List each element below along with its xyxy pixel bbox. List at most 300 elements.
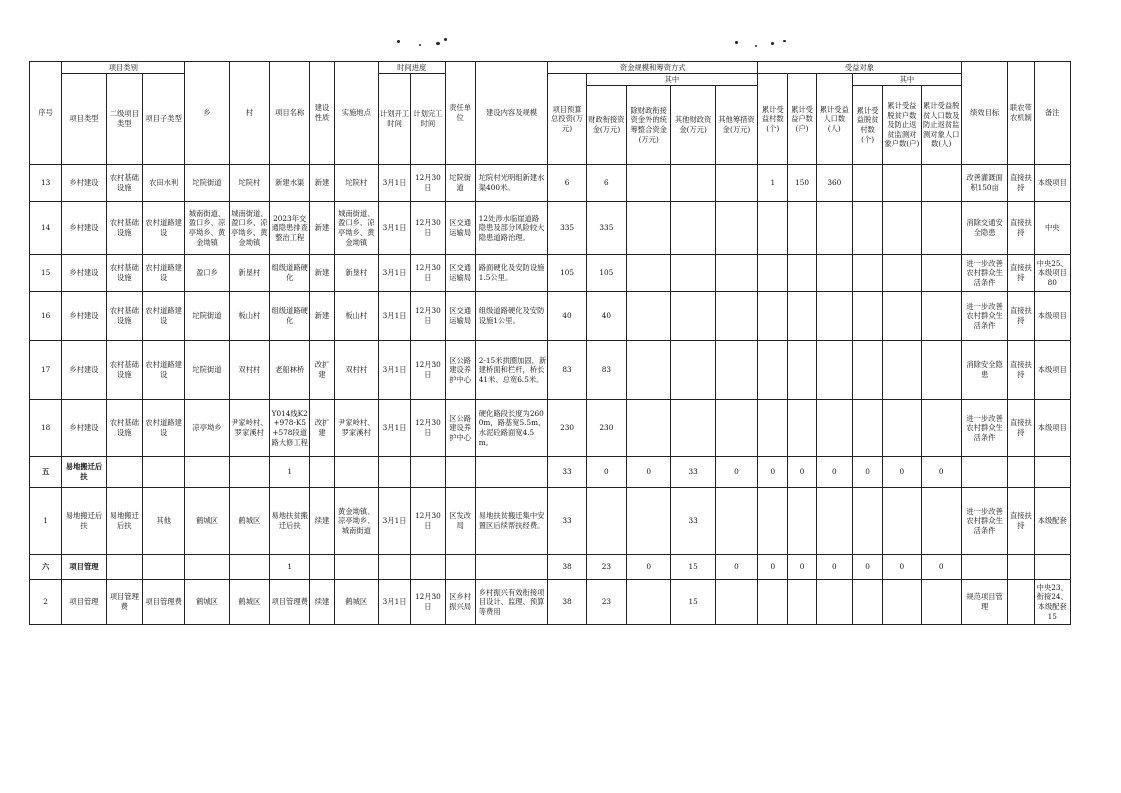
table-cell: 335 <box>548 202 586 255</box>
table-cell: 40 <box>586 292 626 341</box>
table-cell: 新建 <box>310 165 334 202</box>
table-cell: 16 <box>30 292 62 341</box>
table-row <box>30 400 1071 457</box>
table-cell <box>715 255 757 292</box>
table-cell <box>715 165 757 202</box>
table-cell: 续建 <box>310 488 334 555</box>
table-cell: 33 <box>671 488 715 555</box>
table-cell: 农村基础设施 <box>106 202 142 255</box>
table-cell <box>715 202 757 255</box>
table-cell: 乡村建设 <box>62 341 106 400</box>
table-cell: 续建 <box>310 580 334 625</box>
table-row <box>30 202 1071 255</box>
table-cell: 农村基础设施 <box>106 341 142 400</box>
header-cell: 受益对象 <box>758 62 962 74</box>
table-cell: 3月1日 <box>378 488 410 555</box>
table-cell: 0 <box>921 555 961 580</box>
table-cell: 33 <box>671 457 715 488</box>
table-cell: 3月1日 <box>378 400 410 457</box>
table-cell: 组级道路硬化 <box>270 255 310 292</box>
table-cell: 直接扶持 <box>1008 488 1034 555</box>
table-cell <box>715 341 757 400</box>
table-cell <box>788 202 816 255</box>
scan-speck <box>436 42 440 45</box>
table-cell <box>627 400 671 457</box>
table-cell <box>816 580 852 625</box>
table-cell: 18 <box>30 400 62 457</box>
table-cell: 易地扶贫搬迁集中安置区后续帮扶经费。 <box>475 488 548 555</box>
table-cell <box>921 341 961 400</box>
table-cell: 中央23、衔接24、本级配套15 <box>1034 580 1071 625</box>
table-cell: 105 <box>548 255 586 292</box>
table-cell <box>627 165 671 202</box>
table-cell <box>758 400 788 457</box>
table-cell: 其他 <box>142 488 184 555</box>
table-cell: 六 <box>30 555 62 580</box>
table-cell: 尹家岭村、罗家溪村 <box>334 400 378 457</box>
scan-speck <box>735 41 738 44</box>
header-cell: 资金规模和筹资方式 <box>548 62 758 74</box>
table-cell: 0 <box>627 555 671 580</box>
table-cell <box>106 457 142 488</box>
table-row <box>30 488 1071 555</box>
table-cell: 1 <box>270 555 310 580</box>
table-cell: 农村道路建设 <box>142 341 184 400</box>
table-cell <box>1008 555 1034 580</box>
table-cell <box>671 292 715 341</box>
table-cell: 区乡村振兴局 <box>445 580 475 625</box>
table-cell <box>586 488 626 555</box>
table-cell <box>883 580 921 625</box>
table-cell: 区交通运输局 <box>445 202 475 255</box>
table-cell <box>788 255 816 292</box>
scan-speck <box>771 42 774 45</box>
table-cell <box>788 292 816 341</box>
table-cell: 中央25、本级项目80 <box>1034 255 1071 292</box>
table-cell: 6 <box>586 165 626 202</box>
table-cell: 0 <box>715 555 757 580</box>
section-row <box>30 555 1071 580</box>
header-cell: 序号 <box>30 62 62 165</box>
table-cell: 0 <box>852 555 882 580</box>
table-cell <box>627 255 671 292</box>
table-cell: 乡村建设 <box>62 255 106 292</box>
table-cell <box>715 292 757 341</box>
table-cell: 改扩建 <box>310 400 334 457</box>
table-cell <box>816 341 852 400</box>
table-head <box>30 62 1071 165</box>
table-cell <box>758 341 788 400</box>
table-cell <box>378 457 410 488</box>
header-cell: 项目名称 <box>270 62 310 165</box>
table-cell: 直接扶持 <box>1008 165 1034 202</box>
table-cell: 0 <box>852 457 882 488</box>
table-cell: 1 <box>758 165 788 202</box>
table-cell: 项目管理费 <box>106 580 142 625</box>
table-cell: 12处涉水临崖道路隐患及部分风险较大隐患道路治理。 <box>475 202 548 255</box>
table-cell <box>852 341 882 400</box>
table-cell: 新建水渠 <box>270 165 310 202</box>
header-cell: 除财政衔接资金外的统筹整合资金(万元) <box>627 86 671 165</box>
table-cell: 组级道路硬化及安防设施1公里。 <box>475 292 548 341</box>
table-cell: 区交通运输局 <box>445 292 475 341</box>
table-cell: 0 <box>883 457 921 488</box>
table-cell: 0 <box>921 457 961 488</box>
table-row <box>30 341 1071 400</box>
table-cell: 项目管理 <box>62 555 106 580</box>
table-cell: 1 <box>270 457 310 488</box>
table-cell <box>758 488 788 555</box>
table-cell <box>475 555 548 580</box>
table-cell <box>883 202 921 255</box>
scan-speck <box>755 45 757 47</box>
table-cell <box>921 255 961 292</box>
table-cell: 38 <box>548 555 586 580</box>
table-cell: 坨院街道 <box>185 165 229 202</box>
table-cell: 消除交通安全隐患 <box>961 202 1007 255</box>
table-cell: 3月1日 <box>378 580 410 625</box>
table-cell: 17 <box>30 341 62 400</box>
table-cell: 五 <box>30 457 62 488</box>
table-cell <box>627 341 671 400</box>
header-cell: 计划开工时间 <box>378 74 410 165</box>
table-cell: 规范项目管理 <box>961 580 1007 625</box>
table-cell <box>883 341 921 400</box>
header-cell: 项目类型 <box>62 74 106 165</box>
table-cell: 本级项目 <box>1034 165 1071 202</box>
table-cell: 乡村建设 <box>62 202 106 255</box>
table-cell: 坨院村光明组新建水渠400米。 <box>475 165 548 202</box>
table-cell <box>229 457 269 488</box>
table-cell: 鹤城区 <box>185 488 229 555</box>
table-cell: 15 <box>30 255 62 292</box>
table-cell: 直接扶持 <box>1008 255 1034 292</box>
table-cell: 本级项目 <box>1034 292 1071 341</box>
table-cell: 农村道路建设 <box>142 202 184 255</box>
table-cell: 0 <box>816 555 852 580</box>
table-cell <box>411 555 445 580</box>
table-cell <box>1008 457 1034 488</box>
table-cell <box>1008 580 1034 625</box>
table-cell <box>921 400 961 457</box>
table-cell: 坨院村 <box>334 165 378 202</box>
table-cell <box>715 580 757 625</box>
table-cell <box>852 292 882 341</box>
table-cell: 33 <box>548 457 586 488</box>
table-cell: 农村道路建设 <box>142 292 184 341</box>
table-cell: Y014线K2+978-K5+578段道路大修工程 <box>270 400 310 457</box>
table-cell: 3月1日 <box>378 202 410 255</box>
table-cell: 新建 <box>310 255 334 292</box>
table-cell: 0 <box>758 457 788 488</box>
table-cell: 83 <box>586 341 626 400</box>
table-cell <box>378 555 410 580</box>
section-row <box>30 457 1071 488</box>
table-cell: 2-15米拱圈加固，新建桥面和栏杆，桥长41米、总宽6.5米。 <box>475 341 548 400</box>
header-cell: 累计受益脱贫人口数及防止返贫监测对象人口数(人) <box>921 86 961 165</box>
table-cell: 坨院村 <box>229 165 269 202</box>
table-cell: 0 <box>816 457 852 488</box>
table-cell <box>788 341 816 400</box>
table-cell: 改善灌溉面积150亩 <box>961 165 1007 202</box>
header-cell: 累计受益脱贫村数(个) <box>852 86 882 165</box>
table-cell: 230 <box>548 400 586 457</box>
table-cell <box>852 580 882 625</box>
table-cell: 3月1日 <box>378 341 410 400</box>
header-cell: 其中 <box>852 74 961 86</box>
header-cell: 累计受益人口数(人) <box>816 74 852 165</box>
table-row <box>30 165 1071 202</box>
scan-speck <box>419 44 421 46</box>
header-cell: 备注 <box>1034 62 1071 165</box>
header-cell: 责任单位 <box>445 62 475 165</box>
table-cell: 组级道路硬化 <box>270 292 310 341</box>
table-cell <box>671 341 715 400</box>
table-cell: 23 <box>586 580 626 625</box>
table-cell: 3月1日 <box>378 255 410 292</box>
table-cell <box>816 255 852 292</box>
table-cell: 0 <box>715 457 757 488</box>
table-cell: 乡村振兴有效衔接项目设计、监理、预算等费用 <box>475 580 548 625</box>
table-cell <box>715 488 757 555</box>
table-cell: 15 <box>671 555 715 580</box>
table-cell: 直接扶持 <box>1008 292 1034 341</box>
table-cell: 12月30日 <box>411 165 445 202</box>
table-cell: 直接扶持 <box>1008 400 1034 457</box>
table-cell <box>671 165 715 202</box>
table-cell: 板山村 <box>334 292 378 341</box>
table-cell: 鹤城区 <box>185 580 229 625</box>
table-cell <box>758 255 788 292</box>
header-cell: 累计受益户数(户) <box>788 74 816 165</box>
header-cell: 联农带农机制 <box>1008 62 1034 165</box>
table-cell: 新垦村 <box>334 255 378 292</box>
table-cell: 2 <box>30 580 62 625</box>
table-cell <box>883 255 921 292</box>
table-cell: 易地搬迁后扶 <box>106 488 142 555</box>
table-cell: 3月1日 <box>378 165 410 202</box>
header-cell: 村 <box>229 62 269 165</box>
table-cell: 农村道路建设 <box>142 400 184 457</box>
table-cell <box>185 457 229 488</box>
table-cell <box>411 457 445 488</box>
table-cell: 农村基础设施 <box>106 165 142 202</box>
table-cell: 230 <box>586 400 626 457</box>
table-cell: 鹤城区 <box>229 580 269 625</box>
table-cell <box>185 555 229 580</box>
table-row <box>30 580 1071 625</box>
table-cell: 区发改局 <box>445 488 475 555</box>
table-cell: 15 <box>671 580 715 625</box>
header-cell: 实施地点 <box>334 62 378 165</box>
table-cell: 14 <box>30 202 62 255</box>
table-cell: 项目管理 <box>62 580 106 625</box>
table-cell: 1 <box>30 488 62 555</box>
table-cell: 进一步改善农村群众生活条件 <box>961 255 1007 292</box>
table-cell <box>671 202 715 255</box>
table-cell: 直接扶持 <box>1008 202 1034 255</box>
table-cell <box>1034 457 1071 488</box>
table-cell <box>106 555 142 580</box>
table-cell: 盈口乡 <box>185 255 229 292</box>
table-cell: 老船林桥 <box>270 341 310 400</box>
header-cell: 计划完工时间 <box>411 74 445 165</box>
header-cell: 建设性质 <box>310 62 334 165</box>
table-cell <box>671 255 715 292</box>
table-cell: 乡村建设 <box>62 400 106 457</box>
table-cell <box>788 580 816 625</box>
table-cell <box>921 292 961 341</box>
table-cell: 进一步改善农村群众生活条件 <box>961 400 1007 457</box>
header-cell: 其他财政资金(万元) <box>671 86 715 165</box>
table-cell: 易地扶贫搬迁后扶 <box>270 488 310 555</box>
table-cell: 0 <box>586 457 626 488</box>
header-cell: 乡 <box>185 62 229 165</box>
table-cell <box>921 165 961 202</box>
table-cell: 尹家岭村、罗家溪村 <box>229 400 269 457</box>
table-cell: 城南街道、盈口乡、凉亭坳乡、黄金坳镇 <box>185 202 229 255</box>
table-cell: 38 <box>548 580 586 625</box>
table-cell: 335 <box>586 202 626 255</box>
table-cell: 本级配套 <box>1034 488 1071 555</box>
table-cell <box>334 457 378 488</box>
table-cell <box>627 292 671 341</box>
table-cell: 路面硬化及安防设施1.5公里。 <box>475 255 548 292</box>
table-cell: 坨院街道 <box>185 292 229 341</box>
table-cell <box>142 555 184 580</box>
table-cell: 区公路建设养护中心 <box>445 400 475 457</box>
table-cell <box>334 555 378 580</box>
table-cell: 12月30日 <box>411 292 445 341</box>
table-cell <box>758 292 788 341</box>
project-table <box>29 61 1071 625</box>
table-cell: 改扩建 <box>310 341 334 400</box>
table-cell: 区公路建设养护中心 <box>445 341 475 400</box>
scan-speck <box>397 40 400 43</box>
table-cell: 乡村建设 <box>62 292 106 341</box>
table-cell: 坨院街道 <box>185 341 229 400</box>
table-cell: 23 <box>586 555 626 580</box>
table-cell <box>883 292 921 341</box>
table-cell: 农田水利 <box>142 165 184 202</box>
table-cell <box>475 457 548 488</box>
table-cell: 农村基础设施 <box>106 255 142 292</box>
table-cell <box>883 400 921 457</box>
table-cell <box>816 400 852 457</box>
table-cell: 0 <box>758 555 788 580</box>
table-cell: 105 <box>586 255 626 292</box>
table-cell: 易地搬迁后扶 <box>62 488 106 555</box>
table-cell: 12月30日 <box>411 400 445 457</box>
table-cell: 0 <box>788 555 816 580</box>
header-cell: 财政衔接资金(万元) <box>586 86 626 165</box>
table-cell <box>445 555 475 580</box>
table-cell: 黄金坳镇、凉亭坳乡、城南街道 <box>334 488 378 555</box>
header-cell: 项目预算总投资(万元) <box>548 74 586 165</box>
table-cell: 2023年交通隐患排查整治工程 <box>270 202 310 255</box>
table-cell: 13 <box>30 165 62 202</box>
table-cell: 本级项目 <box>1034 400 1071 457</box>
table-cell: 进一步改善农村群众生活条件 <box>961 292 1007 341</box>
table-cell: 新建 <box>310 202 334 255</box>
header-cell: 项目类别 <box>62 62 185 74</box>
table-cell: 硬化路段长度为2600m，路基宽5.5m，水泥砼路面宽4.5m。 <box>475 400 548 457</box>
table-cell: 农村基础设施 <box>106 292 142 341</box>
table-cell <box>310 555 334 580</box>
table-cell <box>852 488 882 555</box>
header-cell: 累计受益村数(个) <box>758 74 788 165</box>
header-cell: 其中 <box>586 74 757 86</box>
table-cell <box>921 202 961 255</box>
table-cell <box>310 457 334 488</box>
table-cell: 12月30日 <box>411 255 445 292</box>
table-cell <box>788 488 816 555</box>
table-cell: 12月30日 <box>411 488 445 555</box>
table-cell <box>1034 555 1071 580</box>
table-cell: 12月30日 <box>411 341 445 400</box>
table-cell <box>229 555 269 580</box>
table-cell: 本级项目 <box>1034 341 1071 400</box>
table-cell: 项目管理费 <box>142 580 184 625</box>
table-cell: 农村基础设施 <box>106 400 142 457</box>
table-cell <box>816 488 852 555</box>
table-cell: 0 <box>883 555 921 580</box>
header-cell: 建设内容及规模 <box>475 62 548 165</box>
table-cell: 易地搬迁后扶 <box>62 457 106 488</box>
header-cell: 其他筹措资金(万元) <box>715 86 757 165</box>
table-cell <box>852 165 882 202</box>
scan-speck <box>444 38 447 41</box>
table-cell: 城南街道、盈口乡、凉亭坳乡、黄金坳镇 <box>229 202 269 255</box>
table-cell: 直接扶持 <box>1008 341 1034 400</box>
table-cell: 鹤城区 <box>334 580 378 625</box>
table-cell <box>961 555 1007 580</box>
table-cell <box>852 400 882 457</box>
table-cell: 新垦村 <box>229 255 269 292</box>
table-cell: 中央 <box>1034 202 1071 255</box>
table-cell <box>883 165 921 202</box>
table-body <box>30 165 1071 625</box>
table-cell <box>921 580 961 625</box>
table-cell <box>671 400 715 457</box>
table-cell <box>758 580 788 625</box>
table-cell <box>445 457 475 488</box>
table-cell: 新建 <box>310 292 334 341</box>
header-cell: 项目子类型 <box>142 74 184 165</box>
table-cell <box>816 292 852 341</box>
table-cell: 板山村 <box>229 292 269 341</box>
table-cell: 12月30日 <box>411 202 445 255</box>
table-cell: 鹤城区 <box>229 488 269 555</box>
table-cell <box>758 202 788 255</box>
header-cell: 累计受益脱贫户数及防止返贫监测对象户数(户) <box>883 86 921 165</box>
table-cell: 33 <box>548 488 586 555</box>
table-cell <box>852 202 882 255</box>
table-row <box>30 255 1071 292</box>
table-cell: 进一步改善农村群众生活条件 <box>961 488 1007 555</box>
table-cell: 消除安全隐患 <box>961 341 1007 400</box>
table-cell <box>715 400 757 457</box>
table-cell <box>961 457 1007 488</box>
table-cell <box>627 580 671 625</box>
table-cell <box>852 255 882 292</box>
table-cell: 12月30日 <box>411 580 445 625</box>
table-cell: 农村道路建设 <box>142 255 184 292</box>
header-cell: 时间进度 <box>378 62 445 74</box>
table-cell: 项目管理费 <box>270 580 310 625</box>
table-cell <box>627 488 671 555</box>
table-cell: 150 <box>788 165 816 202</box>
